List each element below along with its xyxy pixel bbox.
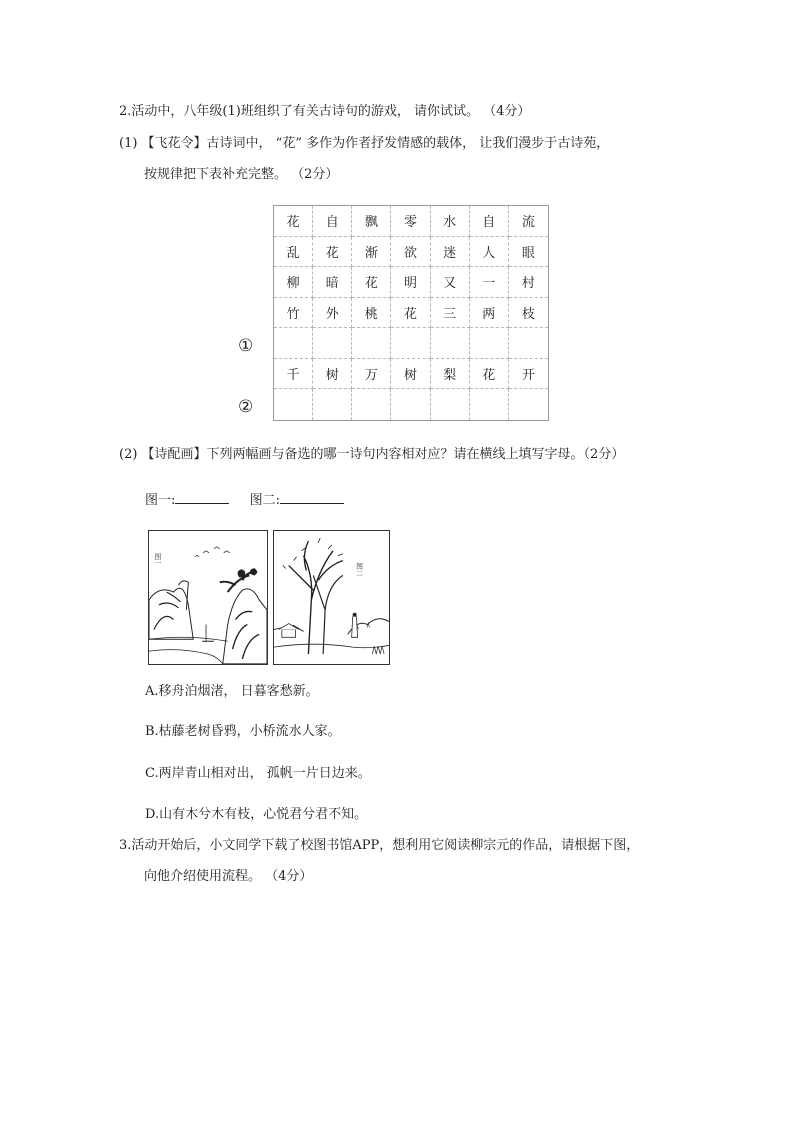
grid-cell: 万 <box>352 359 391 390</box>
q2-sub1-line1: (1) 【飞花令】古诗词中， “花” 多作为作者抒发情感的载体， 让我们漫步于古诗苑， <box>119 136 610 151</box>
grid-cell: 又 <box>431 267 470 298</box>
grid-cell: 飘 <box>352 206 391 237</box>
grid-cell: 零 <box>391 206 430 237</box>
option-a: A.移舟泊烟渚， 日暮客愁新。 <box>145 684 319 699</box>
grid-cell: 流 <box>509 206 548 237</box>
row-marker-2: ② <box>238 397 254 417</box>
grid-blank-cell[interactable] <box>509 389 548 420</box>
row-marker-1: ① <box>238 336 254 356</box>
fig2-label: 图二: <box>249 493 281 508</box>
landscape-picture-2 <box>273 530 390 665</box>
fig2-answer-blank[interactable] <box>280 489 344 504</box>
grid-blank-cell[interactable] <box>391 389 430 420</box>
q2-sub1-line2: 按规律把下表补充完整。 （2分） <box>144 167 339 182</box>
grid-blank-cell[interactable] <box>509 328 548 359</box>
grid-cell: 花 <box>313 237 352 268</box>
grid-cell: 柳 <box>274 267 313 298</box>
fei-hua-ling-grid <box>273 205 549 421</box>
grid-cell: 两 <box>470 298 509 329</box>
grid-cell: 人 <box>470 237 509 268</box>
grid-blank-cell[interactable] <box>313 328 352 359</box>
grid-cell: 三 <box>431 298 470 329</box>
grid-blank-cell[interactable] <box>391 328 430 359</box>
grid-cell: 梨 <box>431 359 470 390</box>
grid-cell: 水 <box>431 206 470 237</box>
grid-cell: 树 <box>313 359 352 390</box>
landscape-drawing-2 <box>274 531 389 664</box>
grid-cell: 花 <box>274 206 313 237</box>
grid-blank-cell[interactable] <box>352 389 391 420</box>
grid-cell: 渐 <box>352 237 391 268</box>
option-b: B.枯藤老树昏鸦，小桥流水人家。 <box>145 724 341 739</box>
grid-cell: 乱 <box>274 237 313 268</box>
grid-blank-cell[interactable] <box>274 328 313 359</box>
grid-cell: 花 <box>352 267 391 298</box>
grid-cell: 外 <box>313 298 352 329</box>
grid-cell: 桃 <box>352 298 391 329</box>
grid-cell: 树 <box>391 359 430 390</box>
fig1-label: 图一: <box>145 493 176 508</box>
grid-blank-cell[interactable] <box>470 328 509 359</box>
grid-blank-cell[interactable] <box>274 389 313 420</box>
grid-cell: 开 <box>509 359 548 390</box>
grid-blank-cell[interactable] <box>431 328 470 359</box>
grid-cell: 枝 <box>509 298 548 329</box>
landscape-drawing-1 <box>149 531 267 664</box>
pic1-caption: 图一 <box>152 552 161 567</box>
grid-blank-cell[interactable] <box>431 389 470 420</box>
grid-blank-cell[interactable] <box>470 389 509 420</box>
option-d: D.山有木兮木有枝，心悦君兮君不知。 <box>145 807 368 822</box>
q2-title: 2.活动中，八年级(1)班组织了有关古诗句的游戏， 请你试试。 （4分） <box>119 104 531 119</box>
grid-cell: 村 <box>509 267 548 298</box>
grid-cell: 一 <box>470 267 509 298</box>
q3-line2: 向他介绍使用流程。 （4分） <box>144 869 313 884</box>
grid-blank-cell[interactable] <box>352 328 391 359</box>
grid-cell: 自 <box>313 206 352 237</box>
grid-cell: 欲 <box>391 237 430 268</box>
grid-cell: 迷 <box>431 237 470 268</box>
q3-line1: 3.活动开始后，小文同学下载了校图书馆APP，想利用它阅读柳宗元的作品，请根据下图， <box>119 838 640 853</box>
fig1-answer-blank[interactable] <box>175 489 229 504</box>
grid-cell: 千 <box>274 359 313 390</box>
grid-cell: 眼 <box>509 237 548 268</box>
grid-cell: 竹 <box>274 298 313 329</box>
grid-cell: 自 <box>470 206 509 237</box>
q2-sub2-line: (2) 【诗配画】下列两幅画与备选的哪一诗句内容相对应？请在横线上填写字母。（2分） <box>119 447 625 462</box>
answer-line <box>145 489 344 510</box>
grid-cell: 暗 <box>313 267 352 298</box>
grid-cell: 明 <box>391 267 430 298</box>
grid-cell: 花 <box>391 298 430 329</box>
pic2-caption: 图二 <box>354 562 363 577</box>
landscape-picture-1 <box>148 530 268 665</box>
grid-blank-cell[interactable] <box>313 389 352 420</box>
grid-cell: 花 <box>470 359 509 390</box>
option-c: C.两岸青山相对出， 孤帆一片日边来。 <box>145 766 371 781</box>
